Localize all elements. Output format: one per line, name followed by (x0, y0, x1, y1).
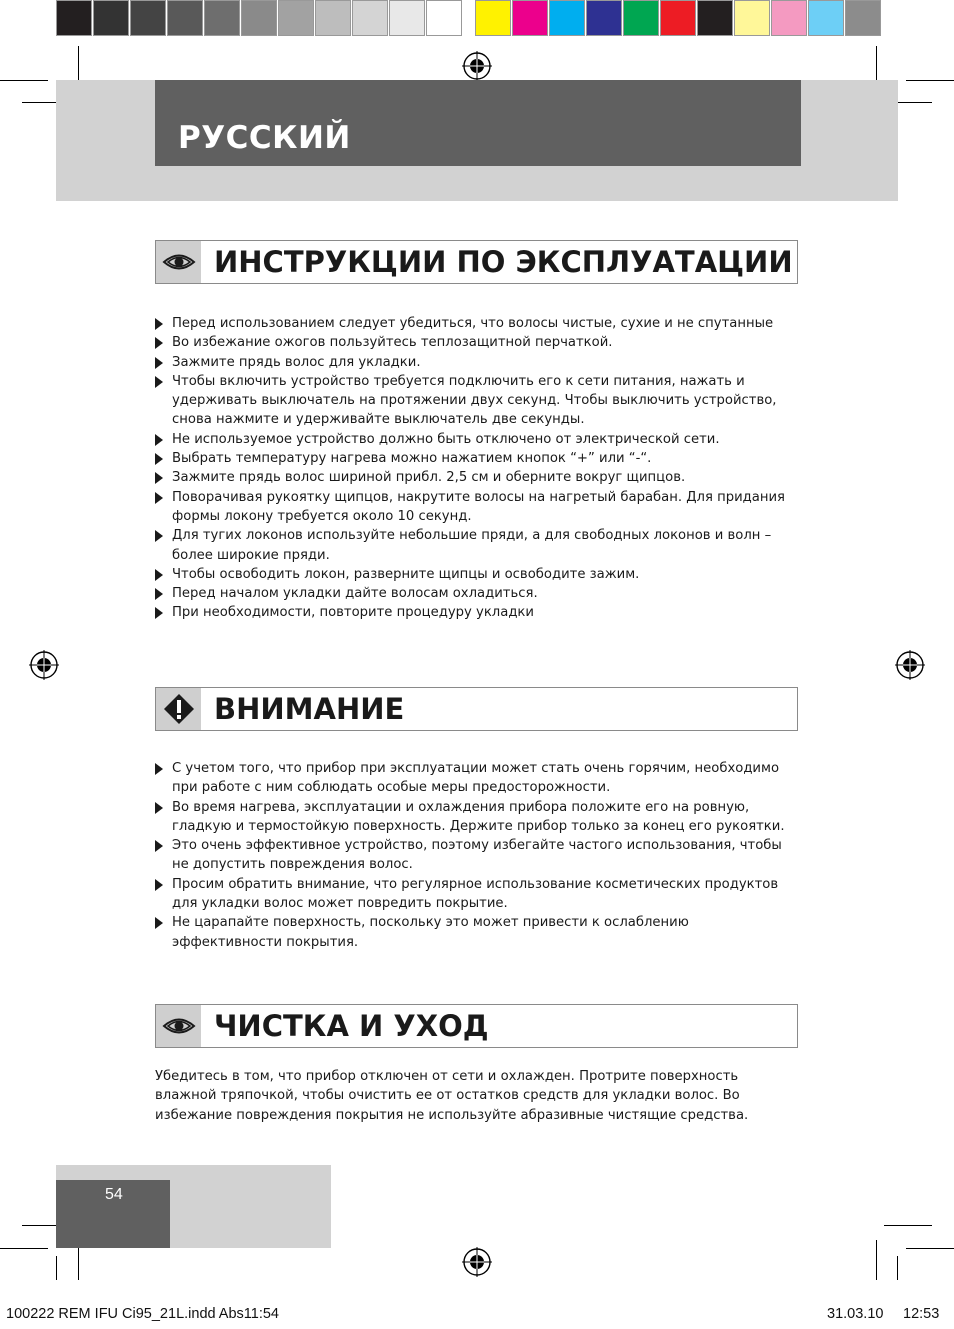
color-swatch (734, 0, 770, 36)
list-item: Перед использованием следует убедиться, что волосы чистые, сухие и не спутанные (155, 314, 795, 333)
color-swatch (204, 0, 240, 36)
color-swatch (845, 0, 881, 36)
list-item: Чтобы освободить локон, разверните щипцы и освободите зажим. (155, 565, 795, 584)
print-time: 12:53 (903, 1306, 940, 1322)
registration-mark-icon (462, 1247, 492, 1277)
color-swatch (512, 0, 548, 36)
section-header-cleaning (155, 1004, 798, 1048)
color-swatch (352, 0, 388, 36)
crop-mark (876, 1240, 877, 1280)
list-item: Для тугих локонов используйте небольшие пряди, а для свободных локонов и волн – более широкие пряди. (155, 526, 795, 565)
list-item: Перед началом укладки дайте волосам охладиться. (155, 584, 795, 603)
list-item: Во избежание ожогов пользуйтесь теплозащитной перчаткой. (155, 333, 795, 352)
section-header-instructions (155, 240, 798, 284)
crop-mark (906, 80, 954, 81)
color-swatch (315, 0, 351, 36)
list-item: Зажмите прядь волос шириной прибл. 2,5 см и оберните вокруг щипцов. (155, 468, 795, 487)
registration-mark-icon (462, 51, 492, 81)
warning-list (155, 759, 795, 952)
color-swatch (56, 0, 92, 36)
instructions-list (155, 314, 795, 623)
color-swatch (130, 0, 166, 36)
file-info: 100222 REM IFU Ci95_21L.indd Abs11:54 (6, 1306, 279, 1322)
list-item: При необходимости, повторите процедуру укладки (155, 603, 795, 622)
crop-mark (906, 1248, 954, 1249)
color-swatch (549, 0, 585, 36)
color-swatch (167, 0, 203, 36)
color-swatch (241, 0, 277, 36)
list-item: Просим обратить внимание, что регулярное использование косметических продуктов для укладки волос может повредить покрытие. (155, 875, 795, 914)
section-title: ВНИМАНИЕ (214, 692, 405, 726)
crop-mark (0, 80, 48, 81)
color-swatch (426, 0, 462, 36)
list-item: Поворачивая рукоятку щипцов, накрутите волосы на нагретый барабан. Для придания формы локону требуется около 10 секунд. (155, 488, 795, 527)
language-title: РУССКИЙ (178, 120, 351, 156)
color-calibration-bar (56, 0, 882, 40)
section-title: ИНСТРУКЦИИ ПО ЭКСПЛУАТАЦИИ (214, 245, 793, 279)
crop-mark (897, 1256, 898, 1280)
registration-mark-icon (29, 650, 59, 680)
exclamation-icon (156, 688, 201, 730)
eye-icon (156, 1005, 201, 1047)
color-swatch (389, 0, 425, 36)
section-title: ЧИСТКА И УХОД (214, 1009, 489, 1043)
color-swatch (771, 0, 807, 36)
list-item: Во время нагрева, эксплуатации и охлаждения прибора положите его на ровную, гладкую и термостойкую поверхность. Держите прибор только за конец его рукоятки. (155, 798, 795, 837)
swatch-gap (463, 0, 475, 40)
list-item: Чтобы включить устройство требуется подключить его к сети питания, нажать и удерживать выключатель на протяжении двух секунд. Чтобы выключить устройство, снова нажмите и удерживайте выключатель две секунды. (155, 372, 795, 430)
color-swatch (586, 0, 622, 36)
list-item: Не используемое устройство должно быть отключено от электрической сети. (155, 430, 795, 449)
registration-mark-icon (895, 650, 925, 680)
cleaning-paragraph: Убедитесь в том, что прибор отключен от сети и охлажден. Протрите поверхность влажной тряпочкой, чтобы очистить ее от остатков средств для укладки волос. Во избежание повреждения покрытия не используйте абразивные чистящие средства. (155, 1069, 749, 1123)
color-swatch (93, 0, 129, 36)
color-swatch (623, 0, 659, 36)
list-item: Это очень эффективное устройство, поэтому избегайте частого использования, чтобы не допустить повреждения волос. (155, 836, 795, 875)
color-swatch (808, 0, 844, 36)
crop-mark (884, 1225, 932, 1226)
list-item: Зажмите прядь волос для укладки. (155, 353, 795, 372)
print-date: 31.03.10 (827, 1306, 884, 1322)
list-item: Выбрать температуру нагрева можно нажатием кнопок “+” или “-“. (155, 449, 795, 468)
crop-mark (0, 1248, 48, 1249)
color-swatch (475, 0, 511, 36)
crop-mark (56, 1256, 57, 1280)
section-header-warning (155, 687, 798, 731)
color-swatch (660, 0, 696, 36)
color-swatch (697, 0, 733, 36)
eye-icon (156, 241, 201, 283)
page-number: 54 (105, 1186, 123, 1203)
list-item: С учетом того, что прибор при эксплуатации может стать очень горячим, необходимо при работе с ним соблюдать особые меры предосторожности. (155, 759, 795, 798)
color-swatch (278, 0, 314, 36)
list-item: Не царапайте поверхность, поскольку это может привести к ослаблению эффективности покрытия. (155, 913, 795, 952)
